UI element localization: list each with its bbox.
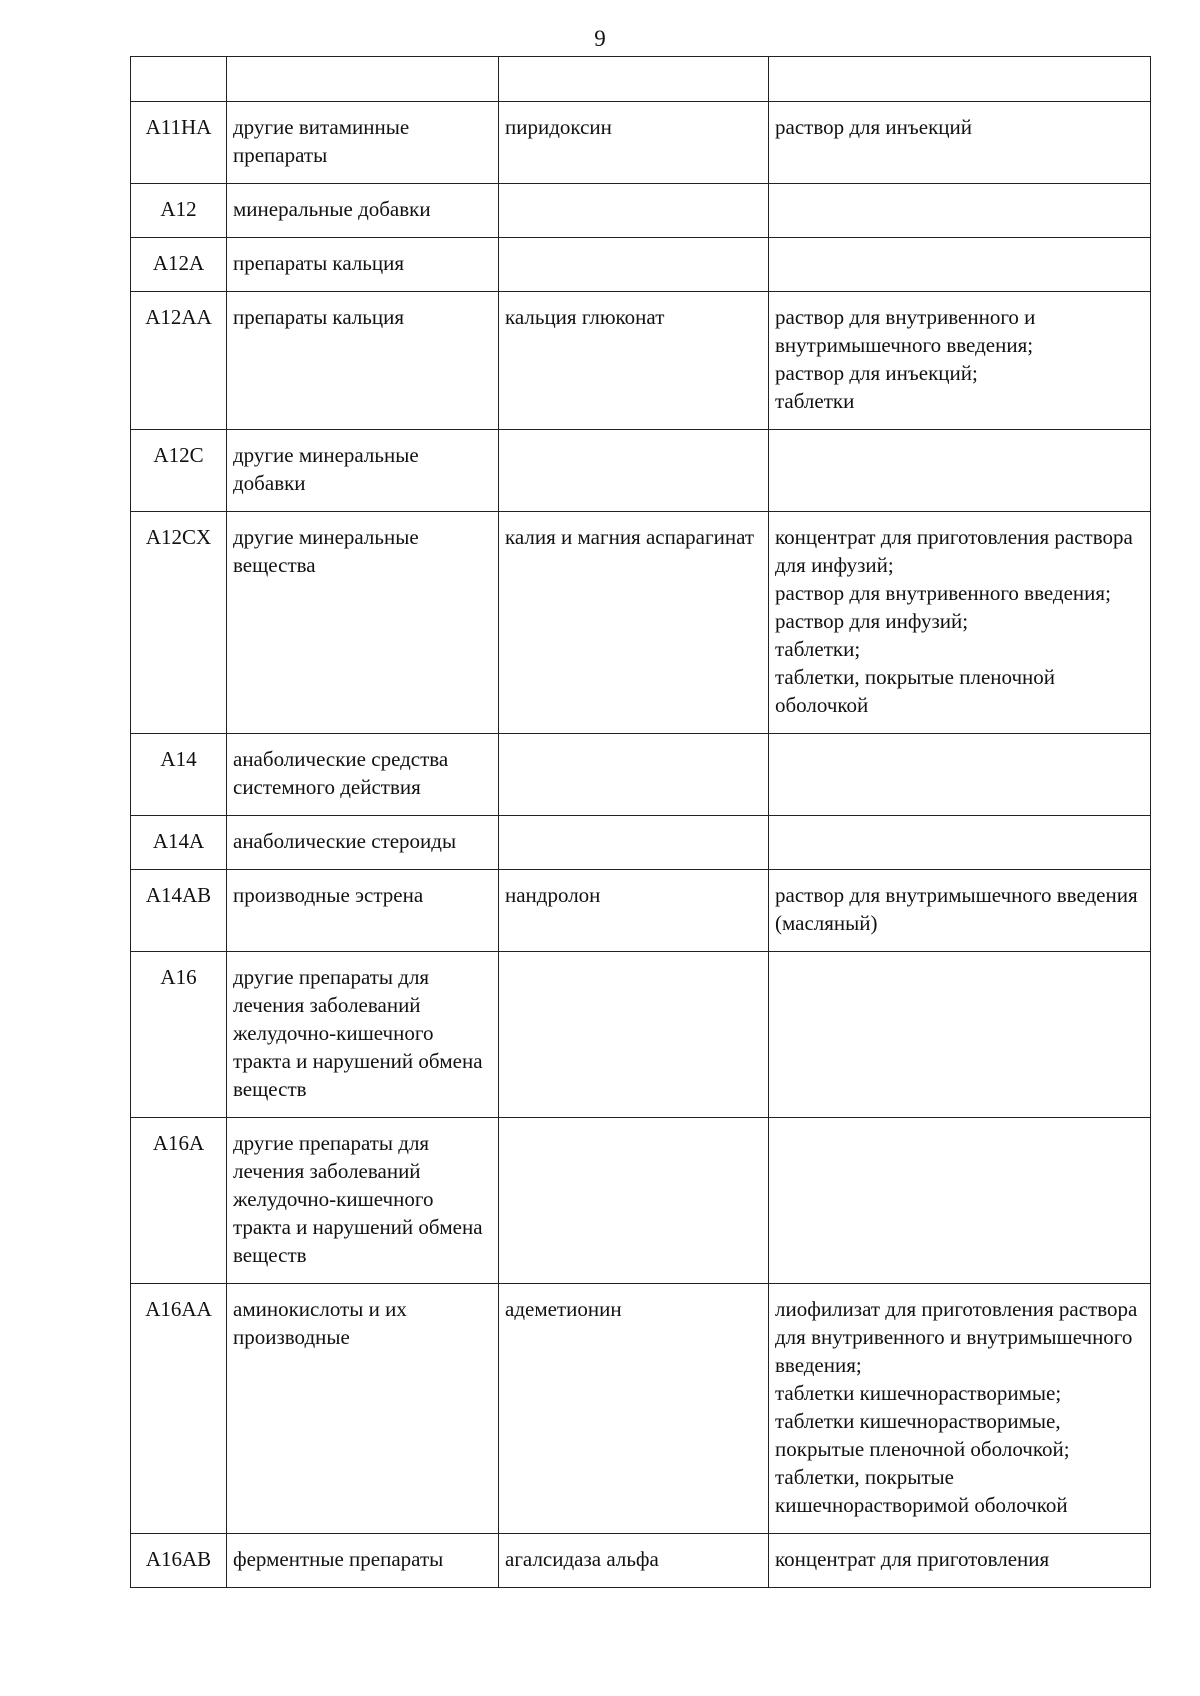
dosage-form-line: концентрат для приготовления	[775, 1547, 1050, 1571]
dosage-form-line: таблетки;	[775, 637, 861, 661]
table-row	[131, 1118, 1151, 1284]
table-row	[131, 430, 1151, 512]
dosage-form-cell	[769, 1534, 1151, 1588]
atc-code-cell: A14	[131, 734, 227, 816]
dosage-form-cell	[769, 102, 1151, 184]
atc-code-cell: A12CX	[131, 512, 227, 734]
table-row	[131, 292, 1151, 430]
dosage-form-cell	[769, 184, 1151, 238]
drug-name-cell: пиридоксин	[499, 102, 769, 184]
header-cell-group	[227, 57, 499, 102]
dosage-form-line: таблетки кишечнорастворимые;	[775, 1381, 1062, 1405]
dosage-form-cell	[769, 238, 1151, 292]
atc-code-cell: A16A	[131, 1118, 227, 1284]
anatomical-group-cell: другие минеральные вещества	[227, 512, 499, 734]
atc-code-cell: A16	[131, 952, 227, 1118]
atc-code-cell: A11HA	[131, 102, 227, 184]
drug-name-cell: калия и магния аспарагинат	[499, 512, 769, 734]
atc-code-cell: A14A	[131, 816, 227, 870]
dosage-form-line: раствор для внутримышечного введения (масляный)	[775, 883, 1138, 935]
atc-code-cell: A14AB	[131, 870, 227, 952]
table-row	[131, 512, 1151, 734]
dosage-form-cell	[769, 292, 1151, 430]
dosage-form-cell	[769, 1284, 1151, 1534]
atc-code-cell: A16AB	[131, 1534, 227, 1588]
table-row	[131, 238, 1151, 292]
dosage-form-line: раствор для инъекций;	[775, 361, 978, 385]
dosage-form-line: таблетки, покрытые пленочной оболочкой	[775, 665, 1056, 717]
dosage-form-line: раствор для инъекций	[775, 115, 972, 139]
header-cell-code	[131, 57, 227, 102]
table-row	[131, 870, 1151, 952]
dosage-form-cell	[769, 870, 1151, 952]
dosage-form-line: таблетки кишечнорастворимые, покрытые пленочной оболочкой;	[775, 1409, 1070, 1461]
anatomical-group-cell: производные эстрена	[227, 870, 499, 952]
anatomical-group-cell: препараты кальция	[227, 292, 499, 430]
anatomical-group-cell: ферментные препараты	[227, 1534, 499, 1588]
dosage-form-cell	[769, 734, 1151, 816]
drug-name-cell: адеметионин	[499, 1284, 769, 1534]
dosage-form-cell	[769, 952, 1151, 1118]
drug-name-cell	[499, 184, 769, 238]
anatomical-group-cell: другие препараты для лечения заболеваний желудочно-кишечного тракта и нарушений обмена веществ	[227, 952, 499, 1118]
drug-name-cell	[499, 1118, 769, 1284]
header-cell-form	[769, 57, 1151, 102]
page-number: 9	[594, 26, 606, 51]
anatomical-group-cell: другие препараты для лечения заболеваний желудочно-кишечного тракта и нарушений обмена веществ	[227, 1118, 499, 1284]
dosage-form-cell	[769, 512, 1151, 734]
header-cell-name	[499, 57, 769, 102]
anatomical-group-cell: препараты кальция	[227, 238, 499, 292]
drug-table	[130, 56, 1151, 1588]
table-row	[131, 1534, 1151, 1588]
dosage-form-line: лиофилизат для приготовления раствора для внутривенного и внутримышечного введения;	[775, 1297, 1138, 1377]
table-row	[131, 816, 1151, 870]
anatomical-group-cell: анаболические средства системного действия	[227, 734, 499, 816]
drug-name-cell: кальция глюконат	[499, 292, 769, 430]
dosage-form-cell	[769, 1118, 1151, 1284]
drug-name-cell	[499, 952, 769, 1118]
atc-code-cell: A16AA	[131, 1284, 227, 1534]
dosage-form-line: раствор для внутривенного и внутримышечного введения;	[775, 305, 1036, 357]
dosage-form-line: концентрат для приготовления раствора для инфузий;	[775, 525, 1133, 577]
table-row	[131, 1284, 1151, 1534]
table-row	[131, 102, 1151, 184]
anatomical-group-cell: анаболические стероиды	[227, 816, 499, 870]
anatomical-group-cell: другие витаминные препараты	[227, 102, 499, 184]
drug-name-cell	[499, 734, 769, 816]
drug-name-cell	[499, 816, 769, 870]
anatomical-group-cell: аминокислоты и их производные	[227, 1284, 499, 1534]
dosage-form-cell	[769, 430, 1151, 512]
table-row	[131, 184, 1151, 238]
atc-code-cell: A12	[131, 184, 227, 238]
dosage-form-line: раствор для инфузий;	[775, 609, 969, 633]
anatomical-group-cell: минеральные добавки	[227, 184, 499, 238]
atc-code-cell: A12C	[131, 430, 227, 512]
dosage-form-line: раствор для внутривенного введения;	[775, 581, 1111, 605]
anatomical-group-cell: другие минеральные добавки	[227, 430, 499, 512]
dosage-form-cell	[769, 816, 1151, 870]
dosage-form-line: таблетки	[775, 389, 855, 413]
drug-name-cell	[499, 430, 769, 512]
table-row	[131, 952, 1151, 1118]
drug-name-cell	[499, 238, 769, 292]
dosage-form-line: таблетки, покрытые кишечнорастворимой оболочкой	[775, 1465, 1068, 1517]
atc-code-cell: A12A	[131, 238, 227, 292]
drug-name-cell: агалсидаза альфа	[499, 1534, 769, 1588]
table-row	[131, 734, 1151, 816]
table-header-row	[131, 57, 1151, 102]
drug-name-cell: нандролон	[499, 870, 769, 952]
atc-code-cell: A12AA	[131, 292, 227, 430]
